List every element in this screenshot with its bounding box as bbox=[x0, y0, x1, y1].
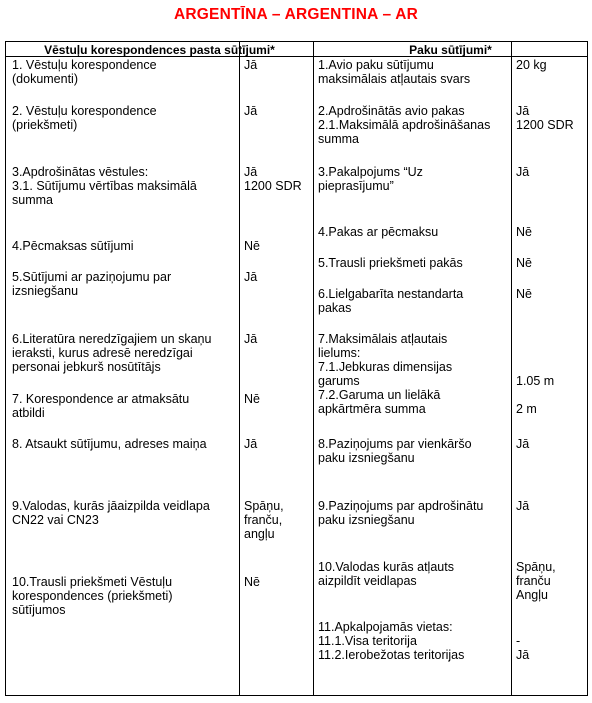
letter-item-value: Spāņu, franču, angļu bbox=[244, 499, 284, 541]
letter-item-label: 2. Vēstuļu korespondence (priekšmeti) bbox=[12, 104, 157, 132]
parcel-item-label: 8.Paziņojums par vienkāršo paku izsniegšanu bbox=[318, 437, 472, 465]
letter-item-label: 1. Vēstuļu korespondence (dokumenti) bbox=[12, 58, 157, 86]
letter-item-value: Jā bbox=[244, 270, 258, 284]
parcel-item-value: Jā 1200 SDR bbox=[516, 104, 574, 132]
header-parcel-items: Paku sūtījumi* bbox=[409, 43, 492, 57]
column-divider bbox=[313, 42, 314, 695]
parcel-item-value: 20 kg bbox=[516, 58, 547, 72]
parcel-item-value: Nē bbox=[516, 256, 532, 270]
parcel-item-value: Spāņu, franču Angļu bbox=[516, 560, 556, 602]
letter-item-value: Jā bbox=[244, 332, 258, 346]
services-table bbox=[5, 41, 588, 696]
parcel-item-label: 2.Apdrošinātās avio pakas 2.1.Maksimālā apdrošināšanas summa bbox=[318, 104, 491, 146]
parcel-item-label: 6.Lielgabarīta nestandarta pakas bbox=[318, 287, 464, 315]
letter-item-value: Nē bbox=[244, 239, 260, 253]
parcel-item-value: - Jā bbox=[516, 634, 530, 662]
parcel-item-value: 1.05 m 2 m bbox=[516, 374, 555, 416]
letter-item-value: Jā bbox=[244, 437, 258, 451]
parcel-item-value: Jā bbox=[516, 499, 530, 513]
letter-item-label: 7. Korespondence ar atmaksātu atbildi bbox=[12, 392, 190, 420]
letter-item-label: 3.Apdrošinātas vēstules: 3.1. Sūtījumu vērtības maksimālā summa bbox=[12, 165, 197, 207]
column-divider bbox=[511, 42, 512, 695]
column-divider bbox=[239, 42, 240, 695]
parcel-item-value: Nē bbox=[516, 287, 532, 301]
parcel-item-label: 9.Paziņojums par apdrošinātu paku izsniegšanu bbox=[318, 499, 484, 527]
letter-item-label: 9.Valodas, kurās jāaizpilda veidlapa CN22 vai CN23 bbox=[12, 499, 210, 527]
header-letter-items: Vēstuļu korespondences pasta sūtījumi* bbox=[44, 43, 275, 57]
letter-item-value: Nē bbox=[244, 392, 260, 406]
parcel-item-label: 10.Valodas kurās atļauts aizpildīt veidlapas bbox=[318, 560, 454, 588]
letter-item-value: Jā bbox=[244, 104, 258, 118]
parcel-item-value: Jā bbox=[516, 165, 530, 179]
letter-item-label: 10.Trausli priekšmeti Vēstuļu korespondences (priekšmeti) sūtījumos bbox=[12, 575, 173, 617]
parcel-item-label: 11.Apkalpojamās vietas: 11.1.Visa teritorija 11.2.Ierobežotas teritorijas bbox=[318, 620, 465, 662]
parcel-item-value: Nē bbox=[516, 225, 532, 239]
letter-item-label: 8. Atsaukt sūtījumu, adreses maiņa bbox=[12, 437, 207, 451]
letter-item-label: 5.Sūtījumi ar paziņojumu par izsniegšanu bbox=[12, 270, 172, 298]
parcel-item-label: 4.Pakas ar pēcmaksu bbox=[318, 225, 439, 239]
letter-item-label: 6.Literatūra neredzīgajiem un skaņu ieraksti, kurus adresē neredzīgai personai jebkurš nosūtītājs bbox=[12, 332, 212, 374]
letter-item-value: Nē bbox=[244, 575, 260, 589]
parcel-item-label: 1.Avio paku sūtījumu maksimālais atļautais svars bbox=[318, 58, 471, 86]
parcel-item-label: 5.Trausli priekšmeti pakās bbox=[318, 256, 463, 270]
letter-item-value: Jā bbox=[244, 58, 258, 72]
letter-item-value: Jā 1200 SDR bbox=[244, 165, 302, 193]
parcel-item-label: 7.Maksimālais atļautais lielums: 7.1.Jebkuras dimensijas garums 7.2.Garuma un lielākā apkārtmēra summa bbox=[318, 332, 453, 416]
page-title: ARGENTĪNA – ARGENTINA – AR bbox=[173, 6, 419, 23]
parcel-item-value: Jā bbox=[516, 437, 530, 451]
letter-item-label: 4.Pēcmaksas sūtījumi bbox=[12, 239, 134, 253]
parcel-item-label: 3.Pakalpojums “Uz pieprasījumu” bbox=[318, 165, 423, 193]
